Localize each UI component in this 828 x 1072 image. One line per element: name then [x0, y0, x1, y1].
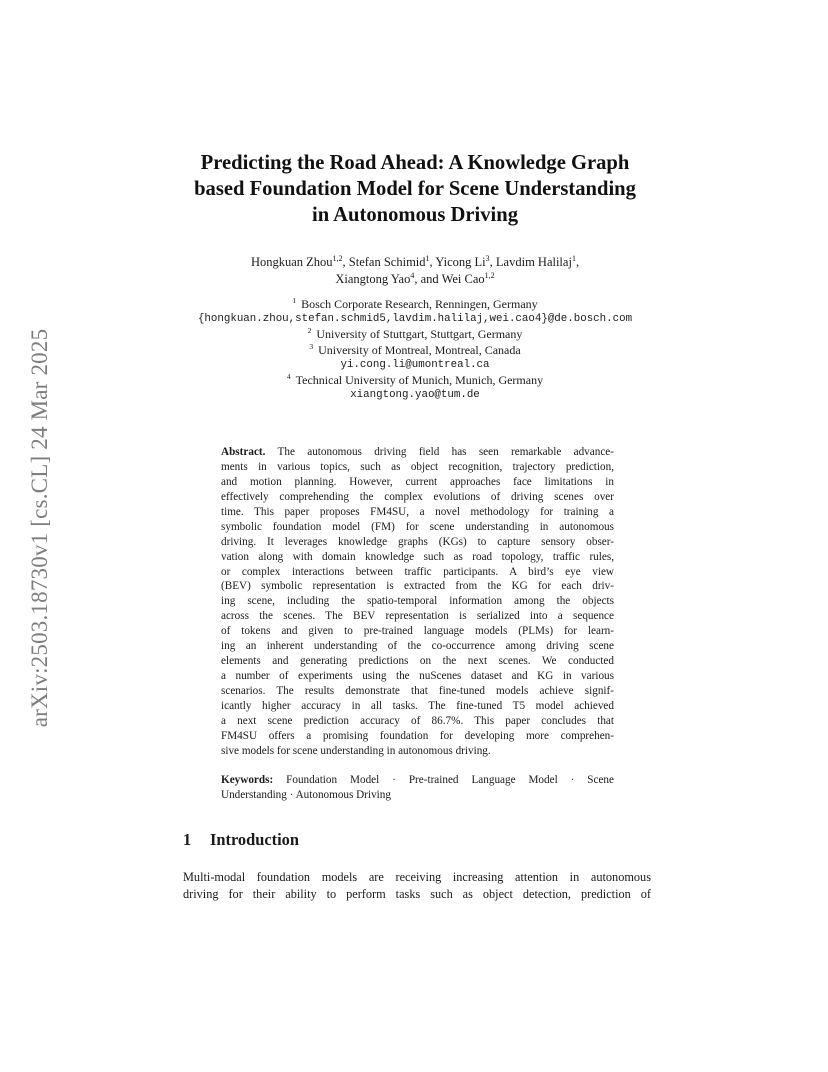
author-affiliation-mark: 1,2: [484, 270, 495, 280]
abstract-line: and motion planning. However, current approaches face limitations in: [221, 475, 614, 488]
abstract-line-label: Abstract.: [221, 446, 266, 458]
author-affiliation-mark: 3: [485, 253, 490, 263]
author-line: Xiangtong Yao$^4$, and Wei Cao$^{1,2}$: [335, 270, 495, 286]
author-name: Yicong Li: [435, 255, 486, 269]
author-affiliation-mark: 4: [410, 270, 415, 280]
abstract-line: icantly higher accuracy in all tasks. The fine-tuned T5 model achieved: [221, 699, 614, 712]
keywords-line: Keywords: Foundation Model · Pre-trained Language Model · Scene: [221, 774, 614, 786]
introduction-text: [183, 869, 651, 902]
abstract-line: ing an inherent understanding of the co-occurrence among driving scene: [221, 640, 614, 653]
abstract-line: elements and generating predictions on the next scenes. We conducted: [221, 655, 614, 668]
abstract-line: (BEV) symbolic representation is extracted from the KG for each driv-: [221, 580, 614, 593]
title-line: based Foundation Model for Scene Understanding: [194, 178, 636, 200]
abstract-line: scenarios. The results demonstrate that fine-tuned models achieve signif-: [221, 685, 614, 697]
paragraph-line: driving for their ability to perform tasks such as object detection, prediction of: [183, 886, 651, 901]
abstract-line: effectively comprehending the complex evolutions of driving scenes over: [221, 490, 614, 503]
abstract-line: FM4SU offers a promising foundation for developing more comprehen-: [221, 729, 614, 742]
abstract-line: ments in various topics, such as object recognition, trajectory prediction,: [221, 460, 614, 473]
section-heading: [183, 830, 299, 850]
abstract-line: driving. It leverages knowledge graphs (KGs) to capture sensory obser-: [221, 535, 614, 548]
author-name: Hongkuan Zhou: [250, 255, 333, 269]
abstract-line: or complex interactions between traffic participants. A bird’s eye view: [221, 565, 614, 578]
author-name: Xiangtong Yao: [335, 272, 411, 286]
author-list: [150, 254, 680, 288]
affiliation-email: {hongkuan.zhou,stefan.schmid5,lavdim.halilaj,wei.cao4}@de.bosch.com: [197, 313, 633, 326]
affiliation-email: xiangtong.yao@tum.de: [350, 389, 480, 402]
author-line: Hongkuan Zhou$^{1,2}$, Stefan Schimid$^1$, Yicong Li$^3$, Lavdim Halilaj$^1$,: [250, 253, 580, 269]
abstract-line: of tokens and given to pre-trained language models (PLMs) for learn-: [221, 625, 614, 638]
title-line: Predicting the Road Ahead: A Knowledge Graph: [200, 152, 630, 174]
abstract-line: sive models for scene understanding in autonomous driving.: [221, 744, 491, 757]
author-affiliation-mark: 1,2: [332, 253, 343, 263]
author-name: Stefan Schimid: [348, 255, 426, 269]
keywords: [221, 773, 614, 803]
affiliation: $^4$ Technical University of Munich, Munich, Germany: [286, 372, 544, 388]
affiliation-email: yi.cong.li@umontreal.ca: [340, 358, 490, 371]
arxiv-id-text: arXiv:2503.18730v1 [cs.CL] 24 Mar 2025: [27, 328, 52, 728]
abstract-line: a next scene prediction accuracy of 86.7%. This paper concludes that: [221, 714, 614, 727]
abstract-line: symbolic foundation model (FM) for scene understanding in autonomous: [221, 520, 614, 533]
section-title: Introduction: [210, 830, 299, 849]
abstract-line: a number of experiments using the nuScenes dataset and KG in various: [221, 670, 614, 683]
author-name: Lavdim Halilaj: [495, 255, 572, 269]
abstract-line: time. This paper proposes FM4SU, a novel methodology for training a: [221, 505, 614, 518]
section-number: 1: [183, 830, 192, 849]
title-line: in Autonomous Driving: [312, 204, 518, 226]
affiliation-list: [150, 297, 680, 403]
keywords-line-label: Keywords:: [221, 774, 274, 786]
abstract-line: vation along with domain knowledge such as road topology, traffic rules,: [221, 550, 614, 563]
paragraph-line: Multi-modal foundation models are receiving increasing attention in autonomous: [183, 870, 651, 884]
affiliation: $^1$ Bosch Corporate Research, Renningen, Germany: [292, 296, 538, 311]
abstract-line: across the scenes. The BEV representation is serialized into a sequence: [221, 610, 614, 623]
author-affiliation-mark: 1: [425, 253, 430, 263]
author-affiliation-mark: 1: [571, 253, 576, 263]
abstract-line: ing scene, including the spatio-temporal information among the objects: [221, 595, 614, 608]
paper-title: [150, 150, 680, 228]
affiliation: $^2$ University of Stuttgart, Stuttgart, Germany: [307, 326, 523, 342]
abstract: [221, 445, 614, 759]
affiliation: $^3$ University of Montreal, Montreal, Canada: [309, 341, 521, 357]
keywords-line: Understanding · Autonomous Driving: [221, 789, 391, 801]
author-name: Wei Cao: [441, 272, 485, 286]
abstract-line: Abstract. The autonomous driving field has seen remarkable advance-: [221, 446, 614, 458]
